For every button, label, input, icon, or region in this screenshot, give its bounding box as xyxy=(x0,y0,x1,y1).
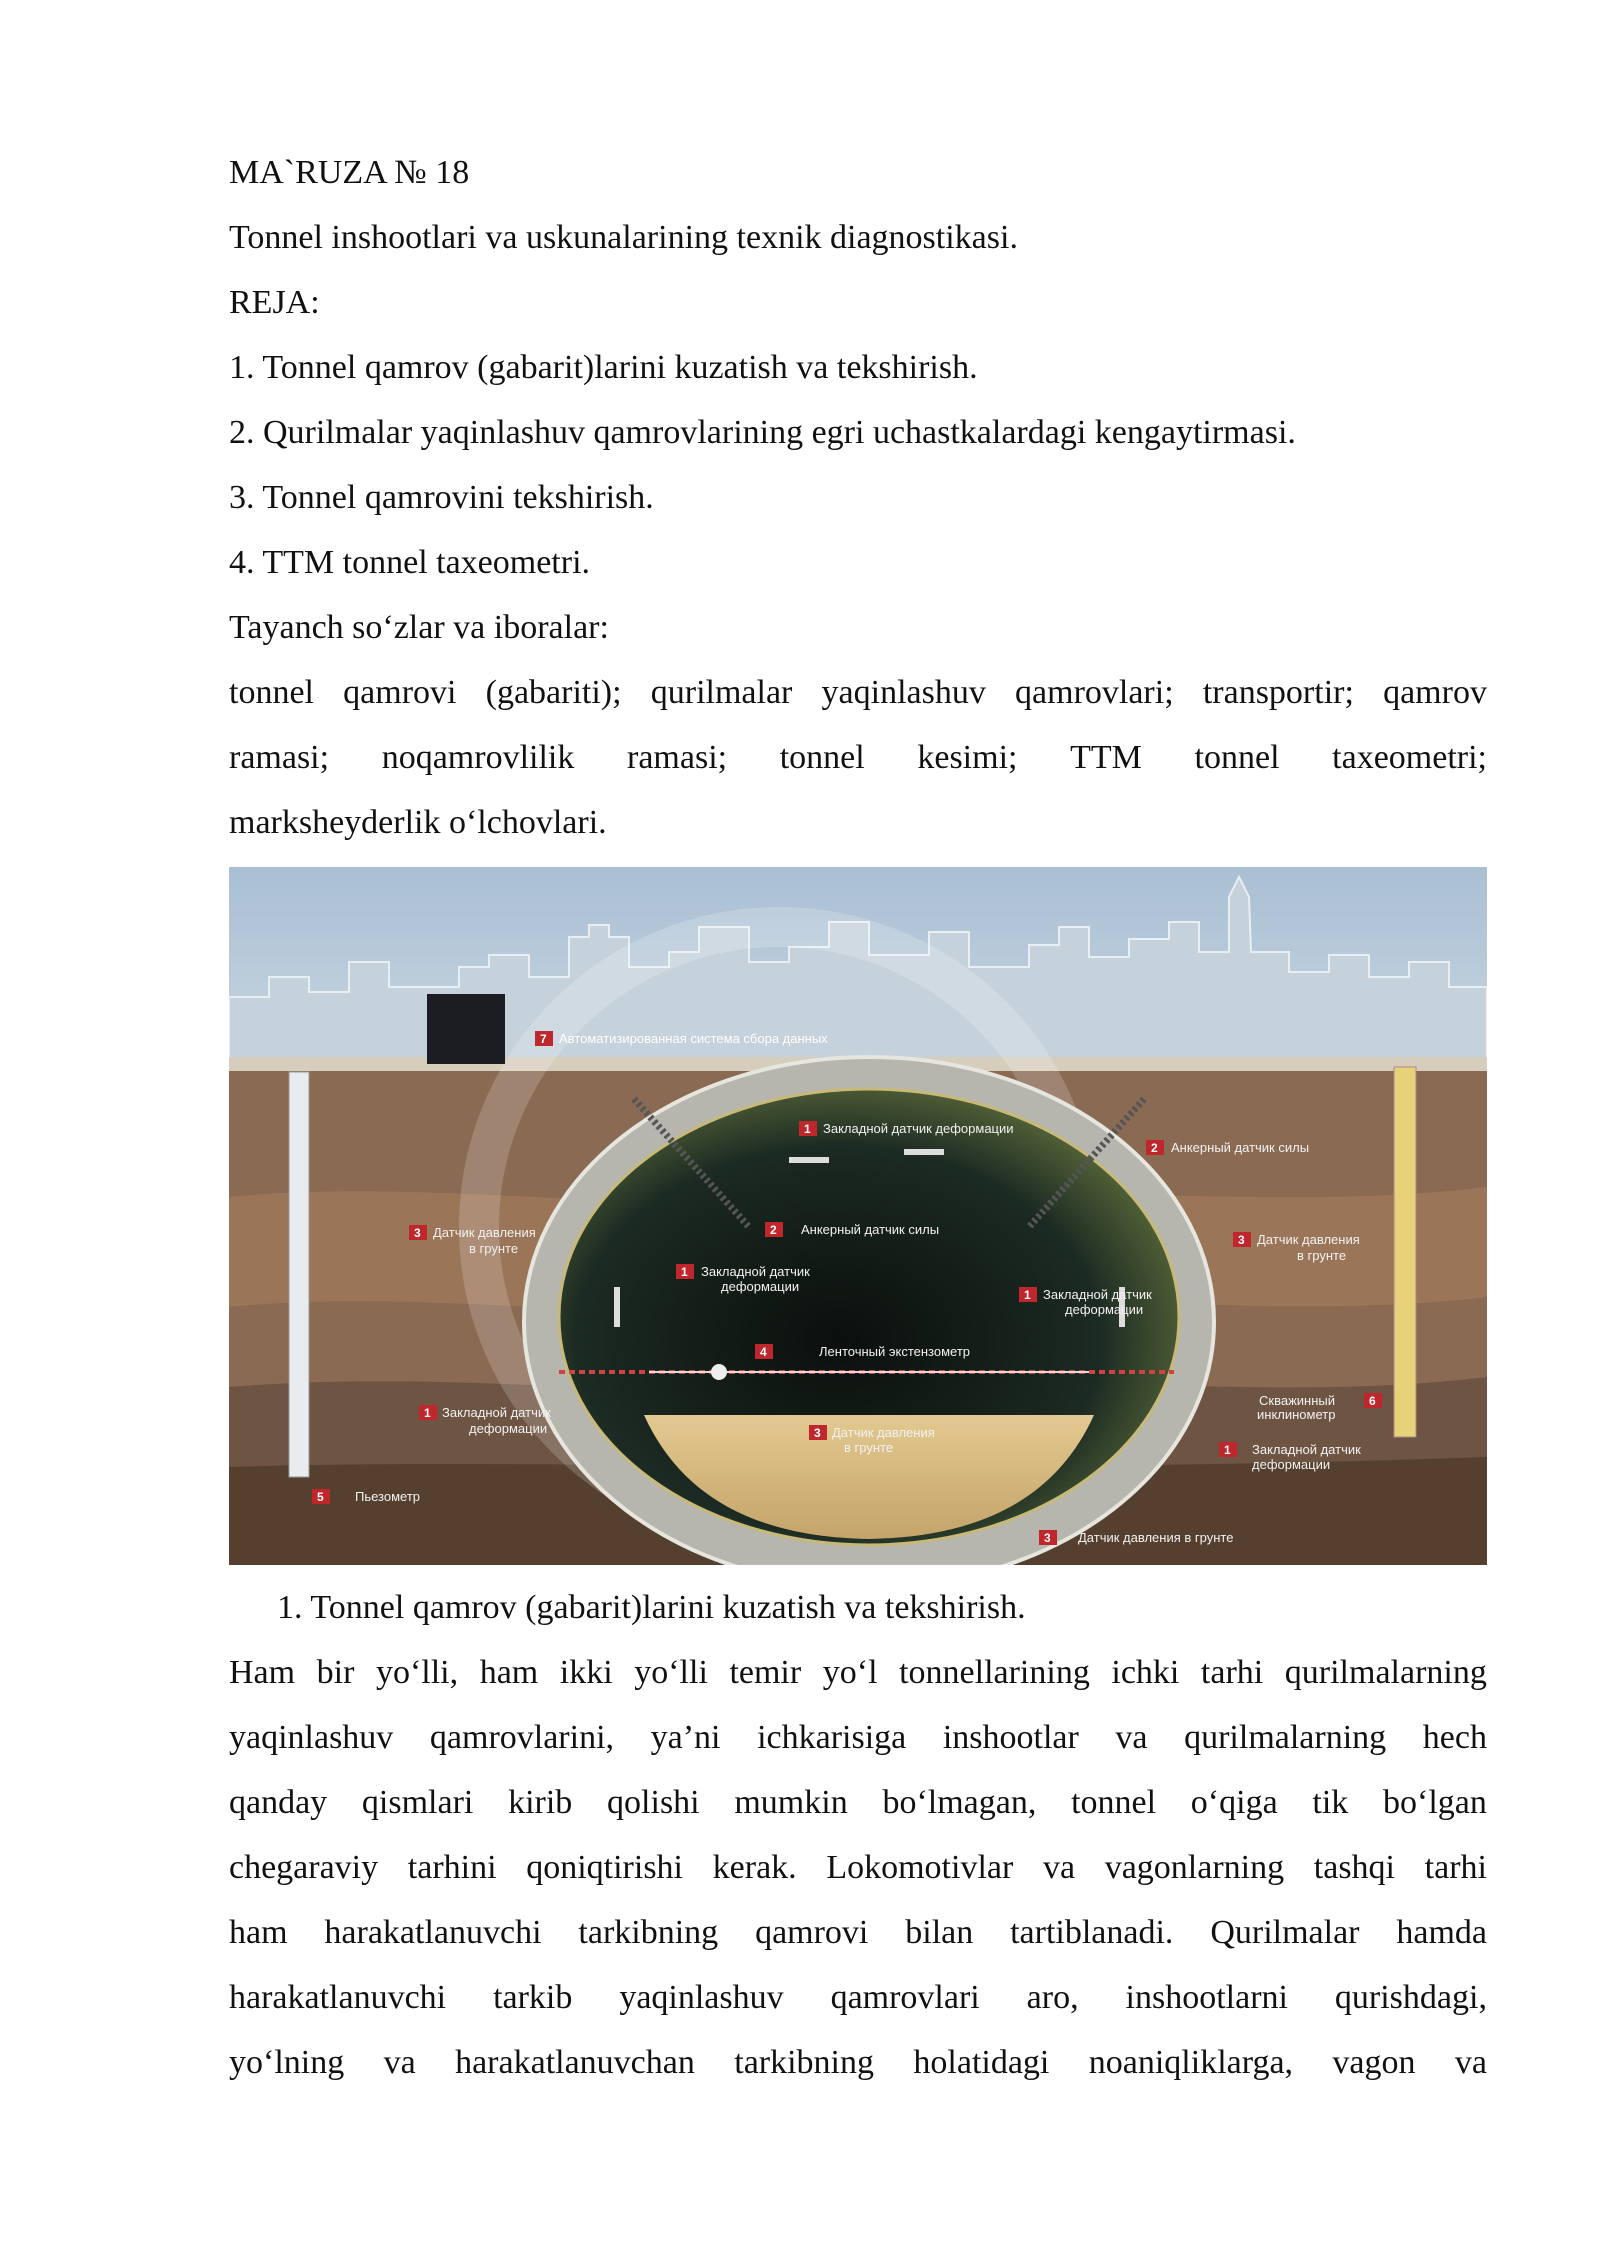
svg-text:Закладной датчик деформации: Закладной датчик деформации xyxy=(823,1121,1014,1136)
svg-text:3: 3 xyxy=(414,1226,421,1240)
svg-text:деформации: деформации xyxy=(721,1279,800,1294)
tunnel-monitoring-figure xyxy=(229,867,1487,1565)
section-heading: 1. Tonnel qamrov (gabarit)larini kuzatish va tekshirish. xyxy=(277,1589,1026,1626)
svg-text:Датчик давления: Датчик давления xyxy=(1257,1232,1360,1247)
label-7 xyxy=(535,1031,828,1046)
keywords-line: ramasi; noqamrovlilik ramasi; tonnel kesimi; TTM tonnel taxeometri; xyxy=(229,739,1487,776)
svg-text:1: 1 xyxy=(681,1265,688,1279)
paragraph-line: harakatlanuvchi tarkib yaqinlashuv qamrovlari aro, inshootlarni qurishdagi, xyxy=(229,1979,1487,2016)
svg-text:5: 5 xyxy=(317,1490,324,1504)
svg-text:7: 7 xyxy=(540,1032,547,1046)
svg-text:1: 1 xyxy=(1024,1288,1031,1302)
svg-text:деформации: деформации xyxy=(1252,1457,1331,1472)
svg-text:в грунте: в грунте xyxy=(844,1440,894,1455)
data-logger-box xyxy=(427,994,505,1064)
svg-text:Скважинный: Скважинный xyxy=(1259,1393,1335,1408)
svg-text:1: 1 xyxy=(804,1122,811,1136)
paragraph-line: qanday qismlari kirib qolishi mumkin bo‘lmagan, tonnel o‘qiga tik bo‘lgan xyxy=(229,1784,1487,1821)
label-5 xyxy=(312,1489,420,1504)
svg-text:2: 2 xyxy=(1151,1141,1158,1155)
svg-text:Закладной датчик: Закладной датчик xyxy=(1252,1442,1361,1457)
paragraph-line: yo‘lning va harakatlanuvchan tarkibning holatidagi noaniqliklarga, vagon va xyxy=(229,2044,1487,2081)
svg-text:Датчик давления в грунте: Датчик давления в грунте xyxy=(1078,1530,1234,1545)
svg-text:3: 3 xyxy=(814,1426,821,1440)
svg-text:3: 3 xyxy=(1044,1531,1051,1545)
svg-text:инклинометр: инклинометр xyxy=(1257,1407,1336,1422)
plan-item: 1. Tonnel qamrov (gabarit)larini kuzatish va tekshirish. xyxy=(229,349,978,386)
svg-text:Анкерный датчик силы: Анкерный датчик силы xyxy=(801,1222,940,1237)
plan-item: 3. Tonnel qamrovini tekshirish. xyxy=(229,479,654,516)
svg-text:3: 3 xyxy=(1238,1233,1245,1247)
plan-item: 2. Qurilmalar yaqinlashuv qamrovlarining egri uchastkalardagi kengaytirmasi. xyxy=(229,414,1296,451)
strain-gauge xyxy=(904,1149,944,1155)
paragraph-line: yaqinlashuv qamrovlarini, ya’ni ichkarisiga inshootlar va qurilmalarning hech xyxy=(229,1719,1487,1756)
svg-text:Датчик давления: Датчик давления xyxy=(433,1225,536,1240)
lecture-title: MA`RUZA № 18 xyxy=(229,154,470,191)
svg-text:в грунте: в грунте xyxy=(1297,1248,1347,1263)
svg-text:Датчик давления: Датчик давления xyxy=(832,1425,935,1440)
svg-text:1: 1 xyxy=(424,1406,431,1420)
svg-text:4: 4 xyxy=(760,1345,767,1359)
plan-title: REJA: xyxy=(229,284,320,321)
inclinometer-tube xyxy=(1394,1067,1416,1437)
paragraph-line: ham harakatlanuvchi tarkibning qamrovi bilan tartiblanadi. Qurilmalar hamda xyxy=(229,1914,1487,1951)
svg-text:Ленточный экстензометр: Ленточный экстензометр xyxy=(819,1344,971,1359)
svg-text:1: 1 xyxy=(1224,1443,1231,1457)
tunnel-diagram xyxy=(229,867,1487,1565)
svg-text:деформации: деформации xyxy=(1065,1302,1144,1317)
svg-text:Анкерный датчик силы: Анкерный датчик силы xyxy=(1171,1140,1310,1155)
label-1-top xyxy=(799,1121,1014,1136)
svg-text:2: 2 xyxy=(770,1223,777,1237)
svg-text:Закладной датчик: Закладной датчик xyxy=(701,1264,810,1279)
svg-text:Автоматизированная система сбо: Автоматизированная система сбора данных xyxy=(559,1031,828,1046)
paragraph-line: chegaraviy tarhini qoniqtirishi kerak. Lokomotivlar va vagonlarning tashqi tarhi xyxy=(229,1849,1487,1886)
plan-item: 4. TTM tonnel taxeometri. xyxy=(229,544,591,581)
strain-gauge xyxy=(789,1157,829,1163)
svg-text:Закладной датчик: Закладной датчик xyxy=(442,1405,551,1420)
strain-gauge xyxy=(614,1287,620,1327)
svg-text:деформации: деформации xyxy=(469,1421,548,1436)
piezometer-tube xyxy=(289,1072,309,1477)
svg-text:Закладной датчик: Закладной датчик xyxy=(1043,1287,1152,1302)
keywords-line: marksheyderlik o‘lchovlari. xyxy=(229,804,607,841)
lecture-topic: Tonnel inshootlari va uskunalarining texnik diagnostikasi. xyxy=(229,219,1018,256)
keywords-title: Tayanch so‘zlar va iboralar: xyxy=(229,609,609,646)
svg-text:6: 6 xyxy=(1369,1394,1376,1408)
label-2-right xyxy=(1146,1140,1309,1155)
svg-text:Пьезометр: Пьезометр xyxy=(355,1489,421,1504)
extensometer-reader xyxy=(711,1364,727,1380)
keywords-line: tonnel qamrovi (gabariti); qurilmalar yaqinlashuv qamrovlari; transportir; qamrov xyxy=(229,674,1487,711)
paragraph-line: Ham bir yo‘lli, ham ikki yo‘lli temir yo‘l tonnellarining ichki tarhi qurilmalarning xyxy=(229,1654,1487,1691)
svg-text:в грунте: в грунте xyxy=(469,1241,519,1256)
